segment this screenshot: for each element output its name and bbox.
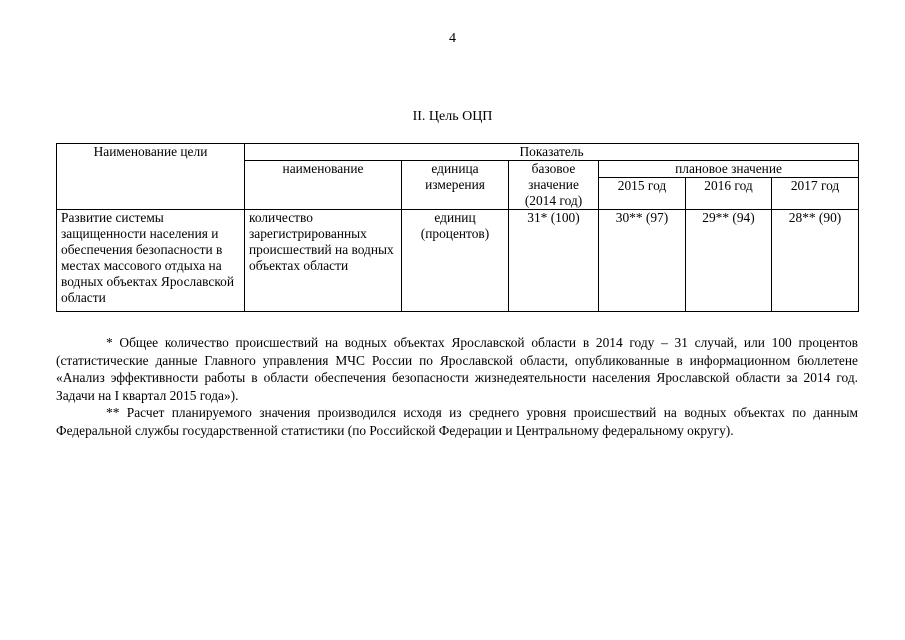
footnotes xyxy=(56,334,858,440)
indicator-name-header: наименование xyxy=(245,161,402,210)
goals-table xyxy=(56,143,859,312)
unit-cell: единиц (процентов) xyxy=(402,210,509,312)
unit-header: единица измерения xyxy=(402,161,509,210)
plan-2017-cell: 28** (90) xyxy=(772,210,859,312)
table-header-row xyxy=(57,144,859,161)
indicator-header: Показатель xyxy=(245,144,859,161)
year-2015-header: 2015 год xyxy=(599,178,686,210)
plan-2015-cell: 30** (97) xyxy=(599,210,686,312)
page-number xyxy=(0,31,905,47)
planned-value-header: плановое значение xyxy=(599,161,859,178)
footnote-single-asterisk: * Общее количество происшествий на водных объектах Ярославской области в 2014 году – 31 случай, или 100 процентов (статистические данные Главного управления МЧС России по Ярославской области, опубликованные в информационном бюллетене «Анализ эффективности работы в области обеспечения безопасности жизнедеятельности населения Ярославской области за 2014 год. Задачи на I квартал 2015 года»). xyxy=(56,335,858,403)
goal-cell: Развитие системы защищенности населения и обеспечения безопасности в местах массового отдыха на водных объектах Ярославской области xyxy=(57,210,245,312)
section-title-text: II. Цель ОЦП xyxy=(412,109,493,124)
goal-name-header: Наименование цели xyxy=(57,144,245,210)
page-number-text: 4 xyxy=(449,31,456,46)
section-title xyxy=(0,109,905,125)
year-2017-header: 2017 год xyxy=(772,178,859,210)
table-row xyxy=(57,210,859,312)
base-value-cell: 31* (100) xyxy=(509,210,599,312)
base-value-header: базовое значение (2014 год) xyxy=(509,161,599,210)
indicator-name-cell: количество зарегистрированных происшествий на водных объектах области xyxy=(245,210,402,312)
footnote-double-asterisk: ** Расчет планируемого значения производился исходя из среднего уровня происшествий на водных объектах по данным Федеральной службы государственной статистики (по Российской Федерации и Центральному федеральному округу). xyxy=(56,405,858,438)
year-2016-header: 2016 год xyxy=(686,178,772,210)
plan-2016-cell: 29** (94) xyxy=(686,210,772,312)
